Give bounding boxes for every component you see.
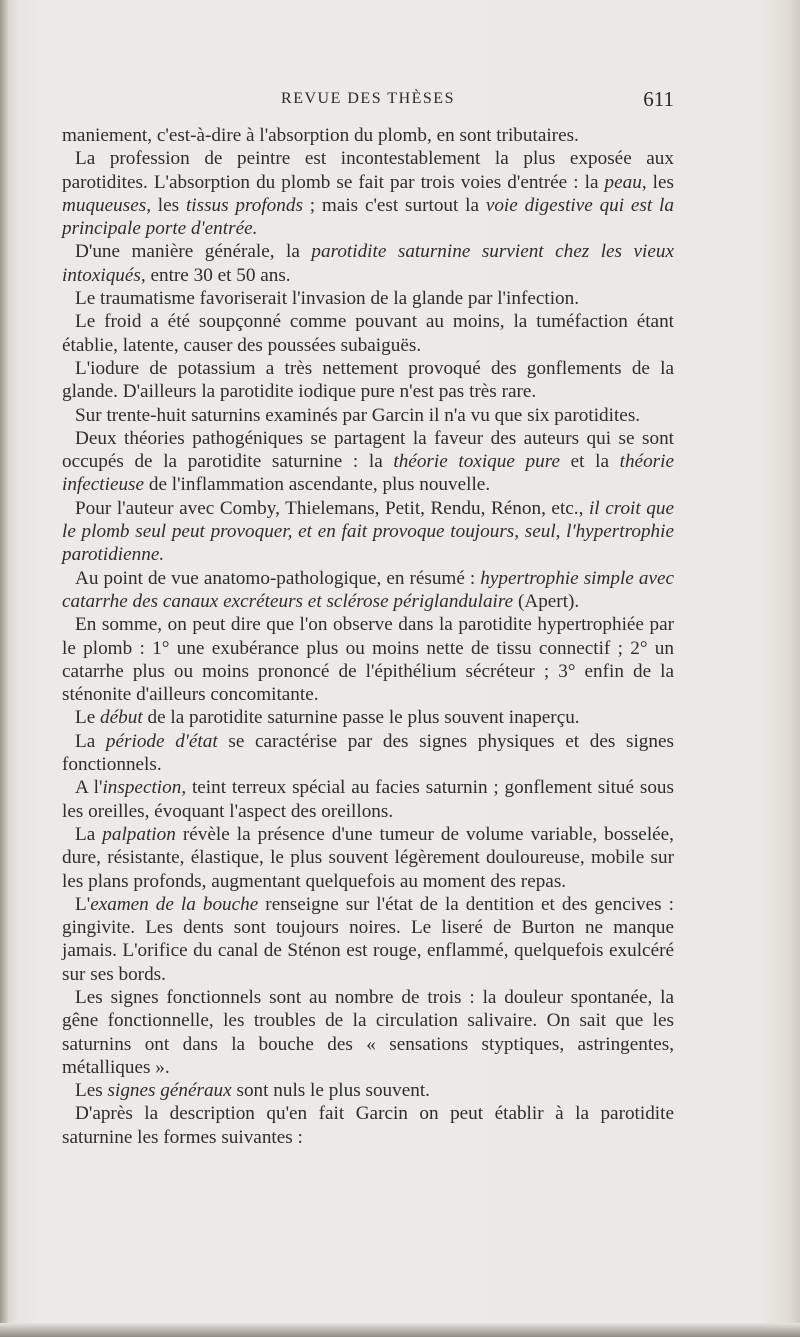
text-run: La profession de peintre est incontestablement la plus exposée aux parotidites. L'absorption du plomb se fait par trois voies d'entrée : la bbox=[62, 148, 674, 193]
paragraph bbox=[62, 893, 674, 986]
paragraph bbox=[62, 404, 674, 427]
text-run: de l'inflammation ascendante, plus nouvelle. bbox=[144, 474, 491, 496]
text-run: révèle la présence d'une tumeur de volume variable, bosselée, dure, résistante, élastique, le plus souvent légèrement douloureuse, mobile sur les plans profonds, augmentant quelquefois au moment des repas. bbox=[62, 823, 674, 892]
paragraph bbox=[62, 310, 674, 357]
paragraph bbox=[62, 1102, 674, 1149]
italic-text-run: hypertrophie simple avec catarrhe des canaux excréteurs et sclérose périglandulaire bbox=[62, 567, 674, 612]
text-run: Le traumatisme favoriserait l'invasion de la glande par l'infection. bbox=[75, 288, 580, 310]
text-run: Les signes fonctionnels sont au nombre de trois : la douleur spontanée, la gêne fonctionnelle, les troubles de la circulation salivaire. On sait que les saturnins ont dans la bouche des « sensations styptiques, astringentes, métalliques ». bbox=[62, 986, 674, 1078]
paragraph bbox=[62, 497, 674, 567]
text-run: , les bbox=[146, 194, 186, 216]
italic-text-run: inspection bbox=[102, 777, 182, 799]
text-run: Deux théories pathogéniques se partagent la faveur des auteurs qui se sont occupés de la parotidite saturnine : la bbox=[62, 427, 674, 473]
text-run: Au point de vue anatomo-pathologique, en résumé : bbox=[75, 567, 481, 589]
italic-text-run: muqueuses bbox=[62, 194, 147, 216]
text-run: maniement, c'est-à-dire à l'absorption du plomb, en sont tributaires. bbox=[62, 125, 579, 146]
page-binding-shadow bbox=[0, 0, 8, 1337]
italic-text-run: parotidite saturnine survient chez les vieux intoxiqués bbox=[62, 241, 674, 286]
text-run: sont nuls le plus souvent. bbox=[231, 1080, 430, 1102]
paragraph bbox=[62, 124, 674, 147]
body-text bbox=[62, 124, 674, 1149]
text-run: A l' bbox=[75, 777, 103, 799]
text-run: et la bbox=[559, 451, 620, 473]
text-run: Pour l'auteur avec Comby, Thielemans, Petit, Rendu, Rénon, etc., bbox=[75, 497, 589, 519]
text-run: La bbox=[75, 730, 106, 752]
text-run: Le bbox=[75, 707, 101, 729]
paragraph bbox=[62, 357, 674, 404]
text-run: renseigne sur l'état de la dentition et des gencives : gingivite. Les dents sont toujours noires. Le liseré de Burton ne manque jamais. L'orifice du canal de Sténon est rouge, enflammé, quelquefois exulcéré sur ses bords. bbox=[62, 893, 674, 985]
page-bottom-edge bbox=[0, 1323, 800, 1337]
italic-text-run: examen de la bouche bbox=[90, 893, 259, 915]
text-run: L'iodure de potassium a très nettement provoqué des gonflements de la glande. D'ailleurs la parotidite iodique pure n'est pas très rare. bbox=[62, 357, 674, 403]
text-run: de la parotidite saturnine passe le plus souvent inaperçu. bbox=[142, 707, 580, 729]
italic-text-run: période d'état bbox=[105, 730, 218, 752]
italic-text-run: tissus profonds bbox=[185, 194, 303, 216]
paragraph bbox=[62, 730, 674, 777]
running-head-title: REVUE DES THÈSES bbox=[281, 90, 455, 107]
paragraph bbox=[62, 147, 674, 240]
paragraph bbox=[62, 823, 674, 893]
text-run: Sur trente-huit saturnins examinés par Garcin il n'a vu que six parotidites. bbox=[75, 404, 641, 426]
paragraph bbox=[62, 1079, 674, 1102]
paragraph bbox=[62, 427, 674, 497]
running-head bbox=[62, 82, 674, 118]
paragraph bbox=[62, 776, 674, 823]
paragraph bbox=[62, 706, 674, 729]
page-number: 611 bbox=[643, 87, 674, 111]
italic-text-run: théorie infectieuse bbox=[62, 451, 674, 496]
text-run: , teint terreux spécial au facies saturnin ; gonflement situé sous les oreilles, évoquant l'aspect des oreillons. bbox=[62, 777, 674, 822]
paragraph bbox=[62, 613, 674, 706]
text-run: Les bbox=[75, 1080, 108, 1102]
italic-text-run: signes généraux bbox=[107, 1080, 232, 1102]
text-run: , les bbox=[641, 171, 674, 193]
text-run: , entre 30 et 50 ans. bbox=[140, 264, 291, 286]
text-run: ; mais c'est surtout la bbox=[302, 194, 486, 216]
paragraph bbox=[62, 287, 674, 310]
paragraph bbox=[62, 986, 674, 1079]
text-run: La bbox=[75, 823, 103, 845]
italic-text-run: théorie toxique pure bbox=[393, 451, 560, 473]
italic-text-run: peau bbox=[604, 171, 642, 193]
text-run: Le froid a été soupçonné comme pouvant au moins, la tuméfaction étant établie, latente, causer des poussées subaiguës. bbox=[62, 311, 674, 356]
italic-text-run: palpation bbox=[102, 823, 176, 845]
italic-text-run: début bbox=[100, 707, 143, 729]
paragraph bbox=[62, 240, 674, 287]
text-run: (Apert). bbox=[513, 590, 580, 612]
text-run: D'après la description qu'en fait Garcin on peut établir à la parotidite saturnine les formes suivantes : bbox=[62, 1103, 674, 1148]
italic-text-run: il croit que le plomb seul peut provoquer, et en fait provoque toujours, seul, l'hypertrophie parotidienne. bbox=[62, 497, 674, 566]
text-run: D'une manière générale, la bbox=[75, 241, 312, 263]
italic-text-run: voie digestive qui est la principale porte d'entrée. bbox=[62, 194, 674, 240]
paragraph bbox=[62, 567, 674, 614]
text-run: L' bbox=[75, 893, 91, 915]
text-run: se caractérise par des signes physiques et des signes fonctionnels. bbox=[62, 730, 674, 776]
text-run: En somme, on peut dire que l'on observe dans la parotidite hypertrophiée par le plomb : 1° une exubérance plus ou moins nette de tissu connectif ; 2° un catarrhe plus ou moins prononcé de l'épithélium sécréteur ; 3° enfin de la sténonite d'ailleurs concomitante. bbox=[62, 614, 674, 706]
